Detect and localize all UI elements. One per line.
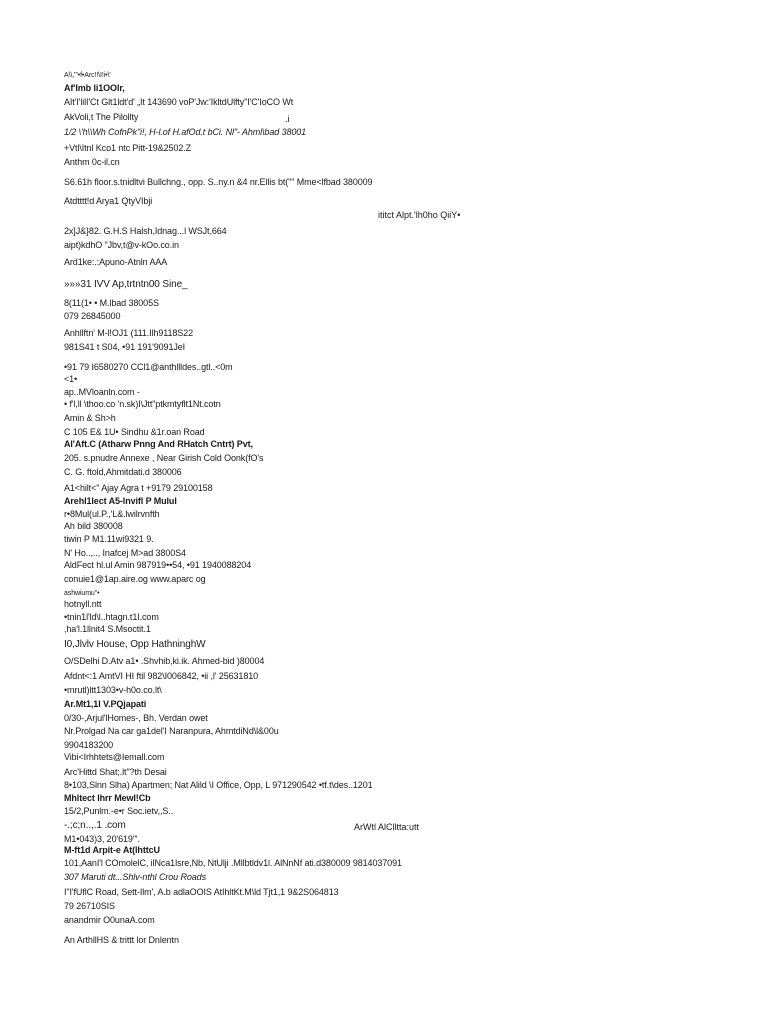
phone-line: Afdnt<:1 AmtVI HI ftil 982\I006842, •ii ,l' 25631810 — [64, 671, 259, 681]
entry-heading: Ar.Mt1,1I V.PQjapati — [64, 699, 147, 709]
phone-line: 079 26845000 — [64, 311, 121, 321]
address-line: N' Ho..,.., Inafcej M>ad 3800S4 — [64, 548, 186, 558]
address-line: AIt'I'lilI'Ct Glt1ldt'd' „It 143690 voP'Jw:'IkltdUlfty"I'C'IoCO Wt — [64, 97, 294, 107]
entry-heading: Ard1ke:.:Apuno-Atnln AAA — [64, 257, 168, 267]
entry-heading: ,ha'l.1llnit4 S.Msoctit.1 — [64, 624, 151, 634]
margin-mark: .i — [285, 114, 290, 124]
web-line: hotnyll.ntt — [64, 599, 102, 609]
entry-heading: Arehl1lect A5-lnvifl P Mulul — [64, 496, 177, 506]
header-code: A\\,"'•f•Arc!!\I!i•\' — [64, 72, 111, 79]
address-line: ashwiumu"• — [64, 590, 100, 597]
entry-heading: »»»31 IVV Ap,trtntn00 Sine_ — [64, 279, 188, 290]
address-line: +Vtl\Itnl Kco1 ntc Pitt-19&2502.Z — [64, 143, 192, 153]
phone-line: AldFect hl.ul Amin 987919••54, •91 1940088204 — [64, 560, 252, 570]
email-line: •tnin1l'ld\l..htagn.t1I.com — [64, 612, 159, 622]
address-line: Nr.Prolgad Na car ga1del'I Naranpura, AhmtdiNd\l&00u — [64, 726, 279, 736]
entry-heading: Arc'Hittd Shat;.lt"?th Desai — [64, 767, 167, 777]
web-line: conuie1@1ap.aire.og www.aparc og — [64, 574, 206, 584]
address-line: 15/2,Punlm.-e•r Soc.ietv,,S.. — [64, 806, 174, 816]
address-line: C. G. ftold,Ahmitdati.d 380006 — [64, 467, 182, 477]
right-margin-note: ititct Alpt.'lh0ho QiiY• — [378, 210, 461, 220]
entry-heading: Anthm 0c-il.cn — [64, 157, 120, 167]
address-line: r•8Mul(ul.P.,'L&.lwilrvnfth — [64, 509, 160, 519]
phone-line: tiwin P M1.11wi9321 9. — [64, 534, 154, 544]
email-line: •91 79 I6580270 CCl1@anthllldes..gtl..<0m — [64, 362, 233, 372]
address-line: O/SDelhi D.Atv a1• .Shvhib,ki.ik. Ahmed-bid )80004 — [64, 656, 265, 666]
address-line: 1/2 \'h\\Wh CofnPk"i!, H-l.of H.afOd.t bCi. Nl"- Ahml\bad 38001 — [64, 127, 307, 137]
entry-heading: Atdtttt!d Arya1 QtyVIbji — [64, 196, 153, 206]
entry-heading: M-ft1d Arpit-e At(lhttcU — [64, 845, 160, 855]
phone-line: 79 26710SIS — [64, 901, 115, 911]
phone-line: M1•043)3, 20'619"'. — [64, 834, 140, 844]
email-line: Vibi<Irhhtets@Iemall.com — [64, 752, 165, 762]
entry-heading: Amin & Sh>h — [64, 413, 116, 423]
address-line: S6.61h floor.s.tnidltvi Bullchng., opp. S..ny.n &4 nr.Ellis bt("" Mme<lfbad 380009 — [64, 177, 373, 187]
address-line: AkVoli,t The Pilollty — [64, 112, 139, 122]
address-line: Ah bild 380008 — [64, 521, 123, 531]
address-line: I0,Jlvlv House, Opp HathninghW — [64, 639, 206, 650]
phone-line: 981S41 t S04, •91 191'9091JeI — [64, 342, 186, 352]
entry-heading: An ArthllHS & trittt lor Dnlentn — [64, 935, 179, 945]
email-line: aipt)kdhO "Jbv,t@v-kOo.co.in — [64, 240, 179, 250]
address-line: <1• — [64, 374, 78, 384]
email-line: •mrutl)ltt1303•v-h0o.co.lt\ — [64, 685, 162, 695]
address-line: 8(11(1• • M.lbad 38005S — [64, 298, 159, 308]
phone-line: 9904183200 — [64, 740, 114, 750]
email-line: • f'l,ll \thoo.co 'n.sk)I\Jtt"ptkmtyflt1Nt.cotn — [64, 399, 221, 409]
entry-heading: Anhllftn' M-l!OJ1 (111.Ilh9118S22 — [64, 328, 193, 338]
web-line: ap..MVloanln.com - — [64, 387, 140, 397]
address-line: 0/30-,Arjul'lHomes-, Bh. Verdan owet — [64, 713, 208, 723]
address-line: 2x]J&}82. G.H.S Halsh,Idnag...l WSJt,664 — [64, 226, 227, 236]
address-line: Af'Imb li1OOlr, — [64, 83, 125, 93]
entry-heading: Al'Aft.C (Atharw Pnng And RHatch Cntrt) Pvt, — [64, 439, 253, 449]
address-line: 101,AanI'l COmolelC, ilNca1lsre,Nb, NtUlji .Mllbtldv1l. AlNnNf ati.d380009 9814037091 — [64, 858, 402, 868]
entry-heading: Mhltect lhrr MewI!Cb — [64, 793, 151, 803]
address-line: I"I'fUflC Road, Sett-Ilm', A.b adlaOOIS AtIhltKt.M\ld Tjt1,1 9&2S064813 — [64, 887, 339, 897]
address-line: 205. s.pnudre Annexe , Near Girish Cold Oonk(fO's — [64, 453, 264, 463]
web-line: -.;c;n..,.1 .com — [64, 820, 126, 831]
address-line: 8•103,Slnn Slha) Apartmen; Nat Alild \I Office, Opp, L 971290542 •tf.t\des..1201 — [64, 780, 373, 790]
address-line: 307 Maruti dt...Shlv-nthl Crou Roads — [64, 872, 206, 882]
email-line: anandmir O0unaA.com — [64, 915, 155, 925]
address-line: C 105 E& 1U• Sindhu &1r.oan Road — [64, 427, 205, 437]
right-margin-note: ArWtl AlClltta:utt — [354, 822, 420, 832]
phone-line: A1<hilt<" Ajay Agra t +9179 29100158 — [64, 483, 213, 493]
